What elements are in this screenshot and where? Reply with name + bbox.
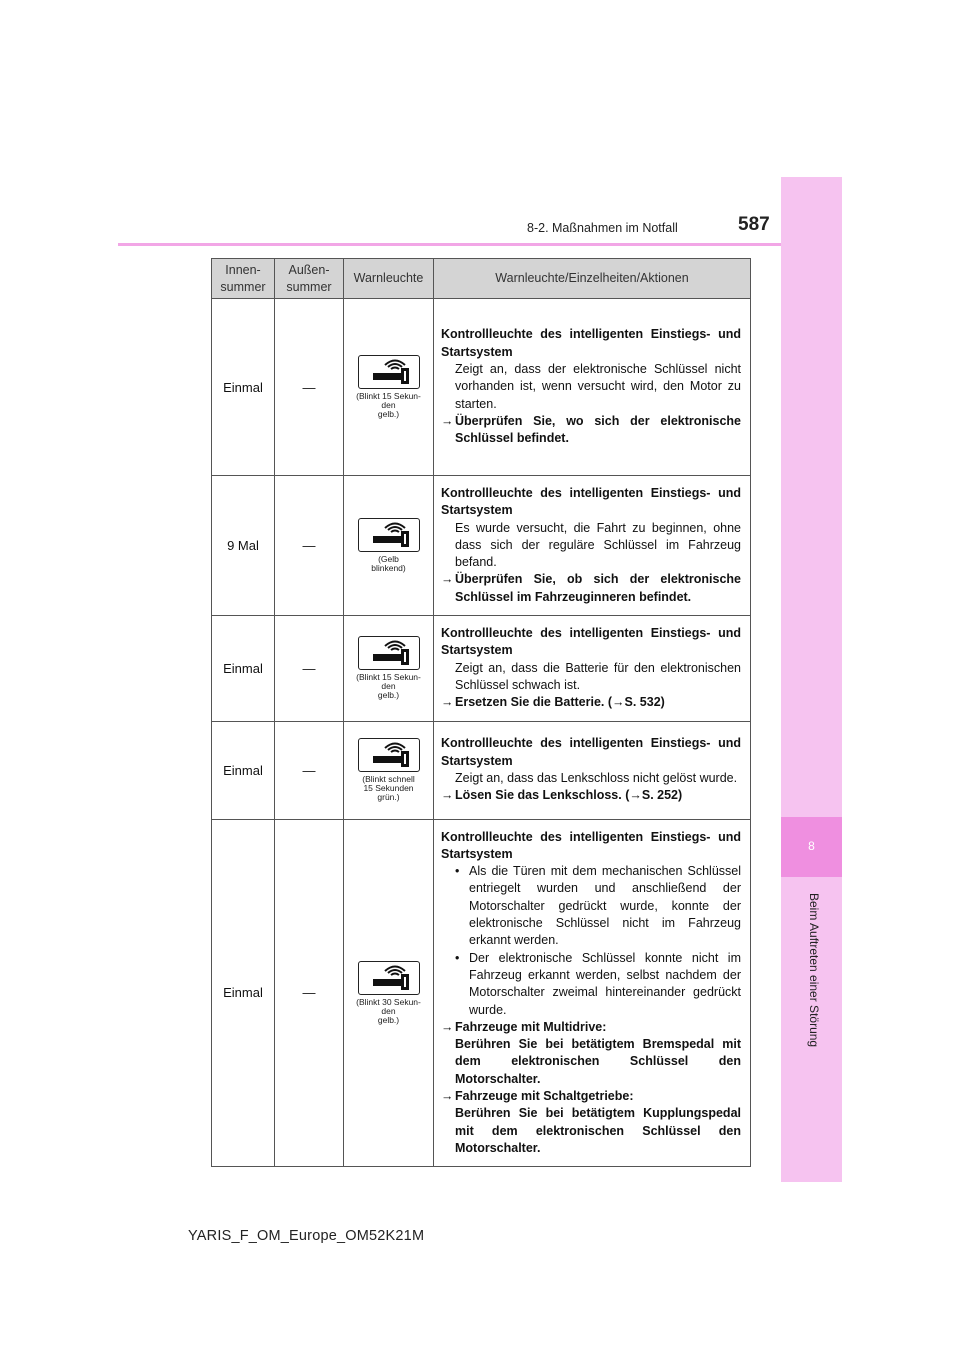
table-row: [212, 819, 751, 1167]
details-cell: [434, 476, 751, 616]
row-title: Kontrollleuchte des intelligenten Einstiegs- und Startsystem: [441, 327, 741, 359]
arrow-icon: →: [441, 1089, 454, 1104]
details-cell: [434, 299, 751, 476]
arrow-icon: →: [441, 413, 454, 428]
row-title: Kontrollleuchte des intelligenten Einstiegs- und Startsystem: [441, 736, 741, 768]
smart-key-warning-icon: [358, 961, 420, 995]
row-title: Kontrollleuchte des intelligenten Einstiegs- und Startsystem: [441, 486, 741, 518]
details-cell: [434, 616, 751, 721]
row-action: → Überprüfen Sie, wo sich der elektronische Schlüssel befindet.: [441, 413, 741, 448]
warning-table: [211, 258, 751, 1167]
bullet-item: • Als die Türen mit dem mechanischen Schlüssel entriegelt wurden und anschließend der Motorschalter gedrückt wurde, konnte der elektronische Schlüssel nicht im Fahrzeug erkannt werden.: [441, 863, 741, 949]
table-row: [212, 616, 751, 721]
arrow-icon: →: [441, 695, 454, 710]
chapter-title: Beim Auftreten einer Störung: [807, 893, 821, 1048]
row-action: → Lösen Sie das Lenkschloss. (→S. 252): [441, 787, 741, 804]
header-rule: [118, 243, 781, 246]
innen-cell: Einmal: [212, 299, 275, 476]
section-title: 8-2. Maßnahmen im Notfall: [527, 221, 678, 235]
row-action-detail: Berühren Sie bei betätigtem Bremspedal mit dem elektronischen Schlüssel den Motorschalter.: [455, 1037, 741, 1086]
details-cell: [434, 819, 751, 1167]
icon-cell: [344, 299, 434, 476]
innen-cell: Einmal: [212, 616, 275, 721]
smart-key-warning-icon: [358, 355, 420, 389]
page-number: 587: [738, 214, 770, 235]
bullet-icon: •: [455, 950, 460, 965]
chapter-number-box: [781, 817, 842, 877]
innen-cell: Einmal: [212, 721, 275, 819]
header-warnleuchte: Warnleuchte: [344, 259, 434, 299]
aussen-cell: ―: [275, 299, 344, 476]
document-id: YARIS_F_OM_Europe_OM52K21M: [188, 1228, 425, 1244]
header-details: Warnleuchte/Einzelheiten/Aktionen: [434, 259, 751, 299]
icon-caption: (Blinkt schnell 15 Sekunden grün.): [362, 774, 415, 803]
row-description: Es wurde versucht, die Fahrt zu beginnen, ohne dass sich der reguläre Schlüssel im Fahrzeug befand.: [455, 520, 741, 570]
row-action: → Fahrzeuge mit Multidrive:: [441, 1019, 741, 1036]
innen-cell: 9 Mal: [212, 476, 275, 616]
row-description: Zeigt an, dass die Batterie für den elektronischen Schlüssel schwach ist.: [455, 660, 741, 692]
aussen-cell: ―: [275, 819, 344, 1167]
row-action: → Überprüfen Sie, ob sich der elektronische Schlüssel im Fahrzeuginneren befindet.: [441, 571, 741, 606]
smart-key-warning-icon: [358, 518, 420, 552]
arrow-icon: →: [441, 572, 454, 587]
row-description: Zeigt an, dass das Lenkschloss nicht gelöst wurde.: [455, 771, 738, 786]
icon-caption: (Blinkt 15 Sekun- den gelb.): [356, 672, 421, 701]
icon-cell: [344, 721, 434, 819]
icon-cell: [344, 819, 434, 1167]
arrow-icon: →: [441, 1019, 454, 1034]
row-action-detail: Berühren Sie bei betätigtem Kupplungspedal mit dem elektronischen Schlüssel den Motorschalter.: [455, 1106, 741, 1155]
icon-caption: (Blinkt 30 Sekun- den gelb.): [356, 996, 421, 1025]
smart-key-warning-icon: [358, 636, 420, 670]
bullet-icon: •: [455, 864, 460, 879]
aussen-cell: ―: [275, 721, 344, 819]
row-description: Zeigt an, dass der elektronische Schlüssel nicht vorhanden ist, wenn versucht wird, den Motor zu starten.: [455, 362, 741, 411]
bullet-item: • Der elektronische Schlüssel konnte nicht im Fahrzeug erkannt werden, selbst nachdem der Motorschalter zweimal hintereinander gedrückt wurde.: [441, 950, 741, 1019]
arrow-icon: →: [441, 788, 454, 803]
row-title: Kontrollleuchte des intelligenten Einstiegs- und Startsystem: [441, 626, 741, 658]
table-header-row: [212, 259, 751, 299]
table-row: [212, 721, 751, 819]
aussen-cell: ―: [275, 616, 344, 721]
smart-key-warning-icon: [358, 738, 420, 772]
icon-cell: [344, 476, 434, 616]
chapter-number: 8: [808, 839, 815, 853]
aussen-cell: ―: [275, 476, 344, 616]
table-row: [212, 299, 751, 476]
table-row: [212, 476, 751, 616]
header-aussen: Außen- summer: [275, 259, 344, 299]
icon-caption: (Blinkt 15 Sekun- den gelb.): [356, 391, 421, 419]
innen-cell: Einmal: [212, 819, 275, 1167]
row-action: → Ersetzen Sie die Batterie. (→S. 532): [441, 694, 741, 711]
icon-cell: [344, 616, 434, 721]
row-title: Kontrollleuchte des intelligenten Einstiegs- und Startsystem: [441, 829, 741, 861]
icon-caption: (Gelb blinkend): [371, 554, 406, 574]
row-action: → Fahrzeuge mit Schaltgetriebe:: [441, 1088, 741, 1105]
header-innen: Innen- summer: [212, 259, 275, 299]
details-cell: [434, 721, 751, 819]
